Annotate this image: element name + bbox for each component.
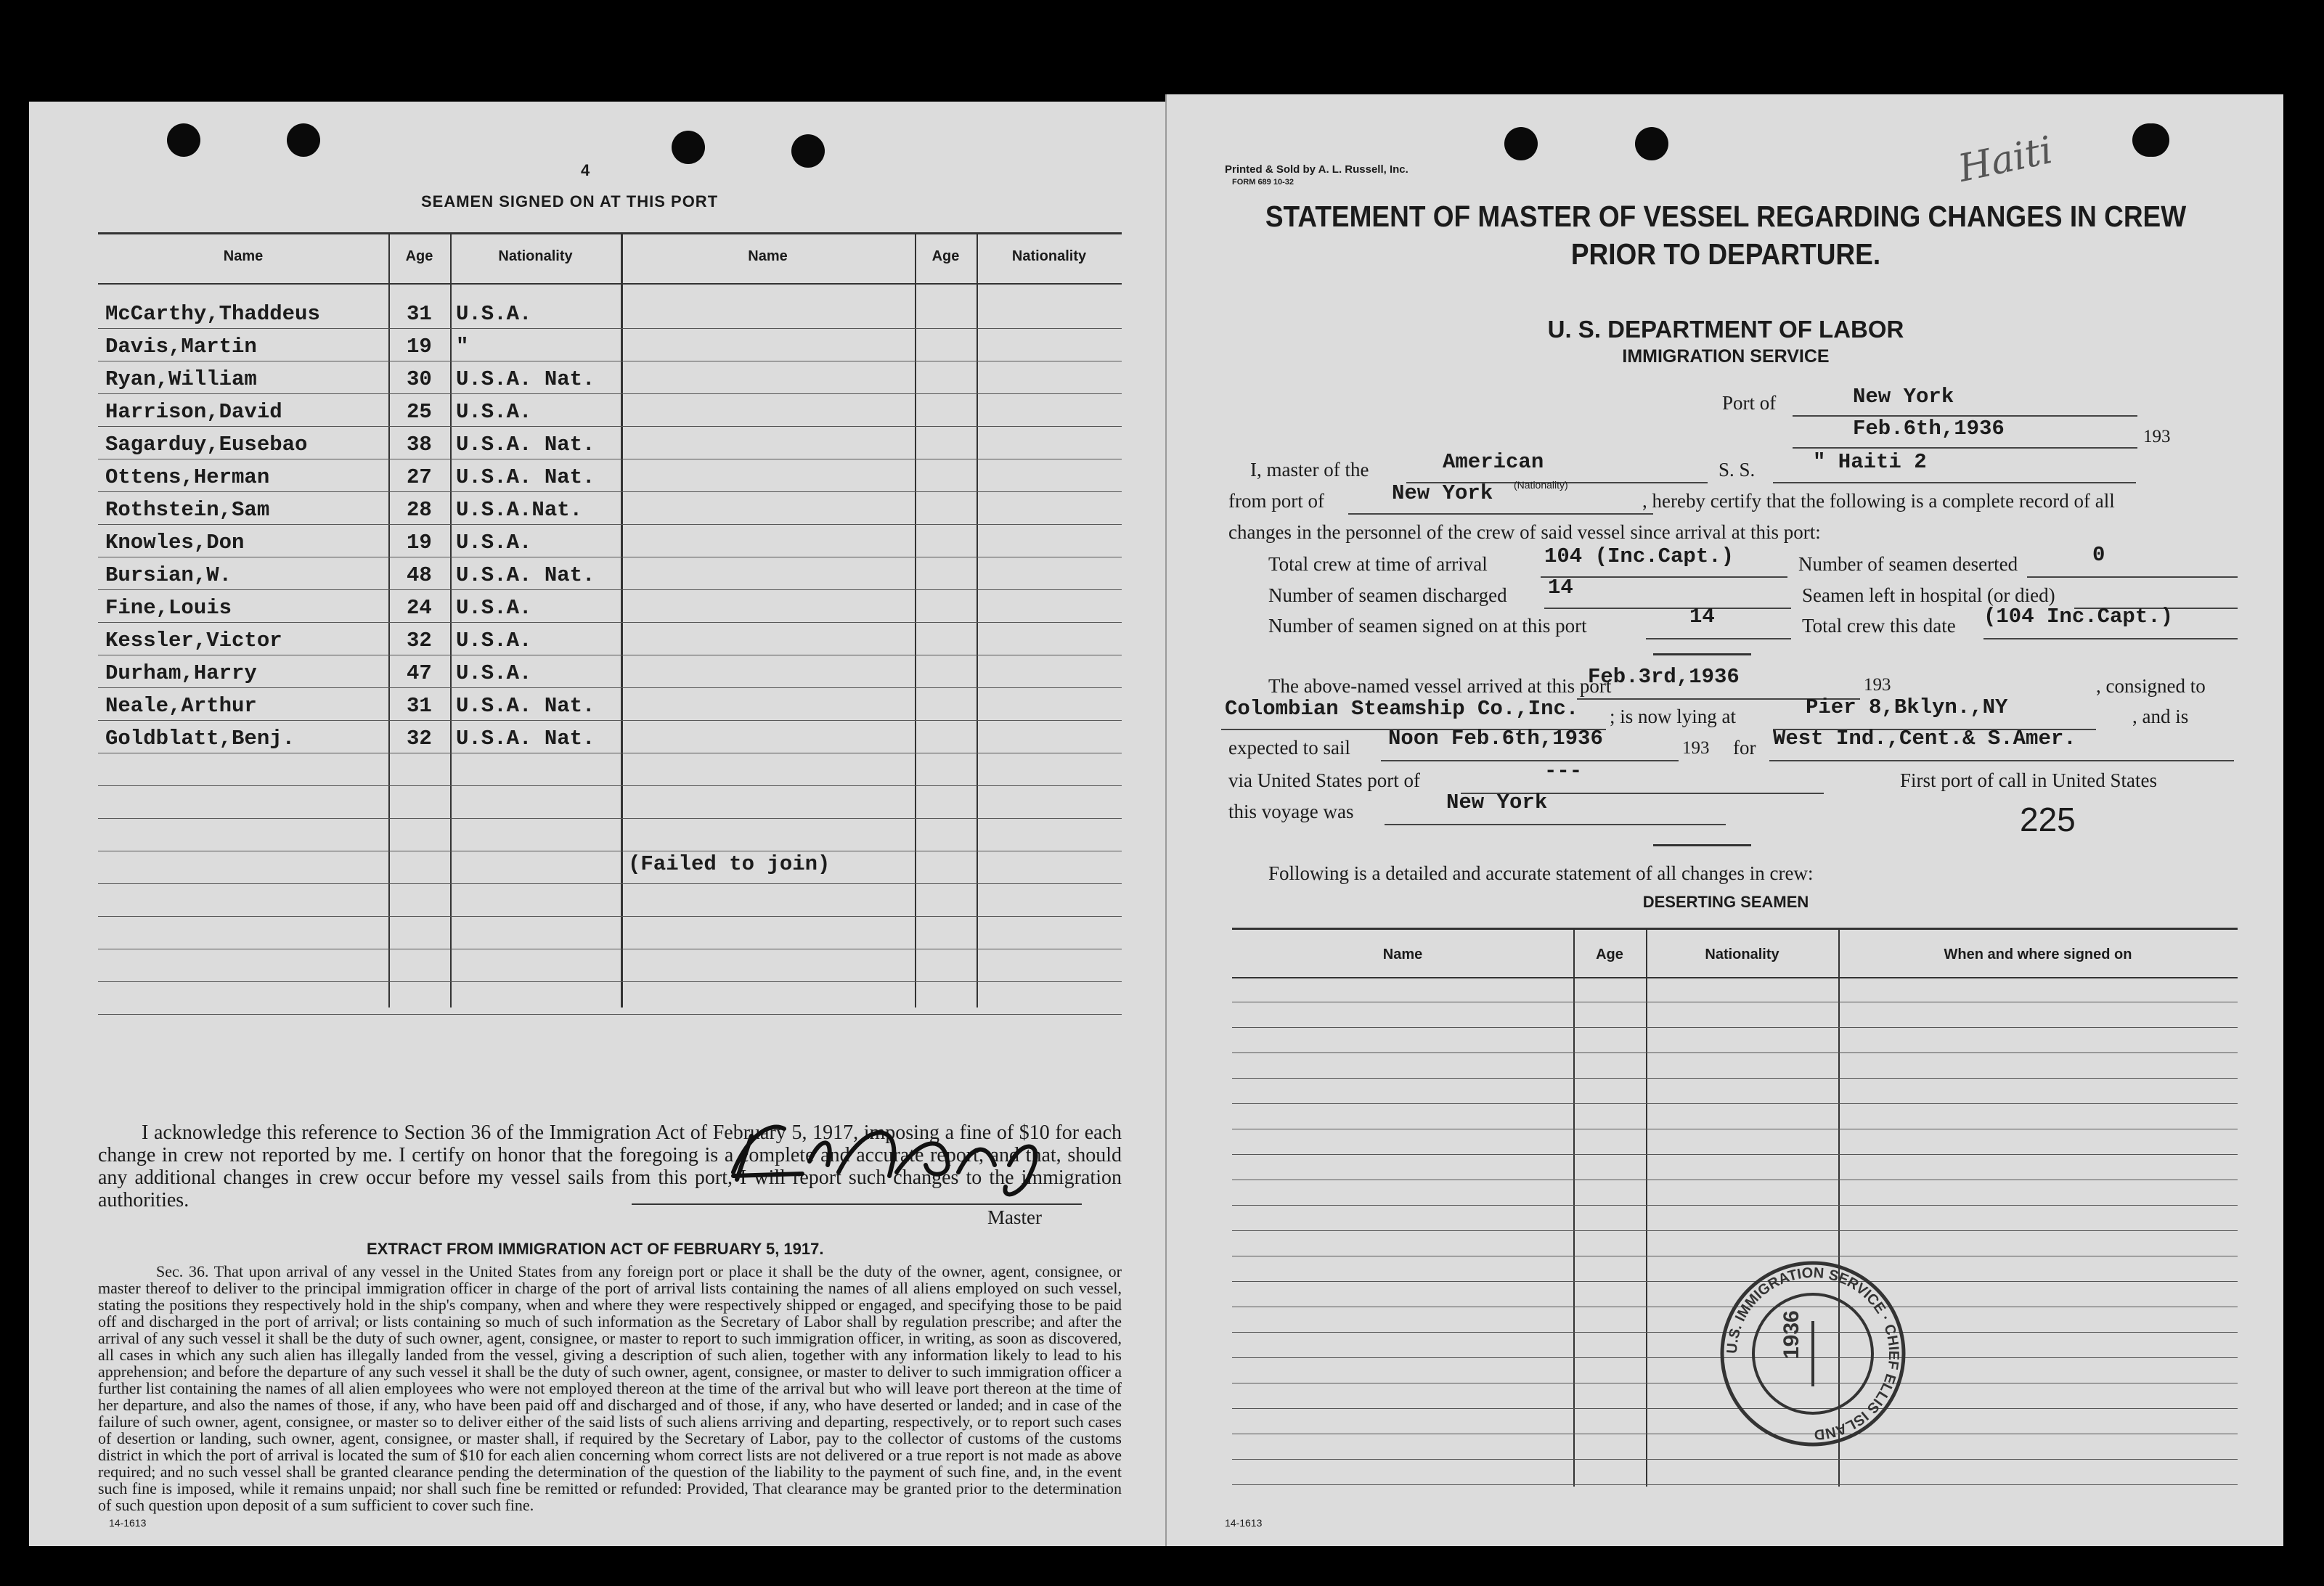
table-row (1232, 1230, 2238, 1231)
crew-age: 38 (407, 433, 432, 457)
col-name-2: Name (748, 248, 788, 264)
page-number: 4 (581, 161, 590, 179)
crew-nationality: U.S.A. Nat. (456, 727, 595, 751)
for-value: West Ind.,Cent.& S.Amer. (1773, 727, 2076, 751)
acknowledgement-text: I acknowledge this reference to Section 36 of the Immigration Act of February 5, 1917, imposing a fine of $10 for each change in crew not reported by me. I certify on honor that the foregoing is a complete and accurate report, and that, should any additional changes in crew occur before my vessel sails from this port, I will report such changes to the immigration authorities. (98, 1121, 1122, 1211)
nationality-value: American (1443, 450, 1544, 474)
arrived-value: Feb.3rd,1936 (1588, 665, 1740, 689)
crew-name: Durham,Harry (105, 661, 257, 685)
via-label: via United States port of (1228, 769, 1420, 791)
crew-age: 31 (407, 302, 432, 326)
sail-label: expected to sail (1228, 737, 1350, 759)
table-row (98, 525, 1122, 560)
col-age-2: Age (931, 248, 960, 264)
for-label: for (1733, 737, 1756, 759)
master-label: Master (987, 1206, 1042, 1228)
signed-on-field (1646, 613, 1791, 639)
signed-on-label: Number of seamen signed on at this port (1268, 615, 1587, 637)
crew-nationality: U.S.A. Nat. (456, 694, 595, 718)
punch-hole (167, 123, 200, 157)
sail-value: Noon Feb.6th,1936 (1388, 727, 1603, 751)
form-number: FORM 689 10-32 (1232, 178, 1294, 187)
crew-name: Rothstein,Sam (105, 498, 270, 522)
form-title: STATEMENT OF MASTER OF VESSEL REGARDING CHANGES IN CREW (1265, 200, 2187, 233)
crew-name: Davis,Martin (105, 335, 257, 359)
right-page (1165, 94, 2283, 1546)
crew-nationality: " (456, 335, 469, 359)
voyage-field (1385, 799, 1726, 825)
crew-age: 47 (407, 661, 432, 685)
total-crew-date-label: Total crew this date (1802, 615, 1956, 637)
crew-nationality: U.S.A. (456, 531, 532, 555)
via-value: --- (1544, 759, 1583, 783)
crew-age: 24 (407, 596, 432, 620)
table-row (1232, 1027, 2238, 1028)
punch-hole (1504, 127, 1538, 160)
crew-age: 30 (407, 367, 432, 391)
table-row (98, 557, 1122, 592)
failed-to-join-note: (Failed to join) (628, 852, 831, 876)
ss-value: " Haiti 2 (1813, 450, 1927, 474)
punch-hole (672, 131, 705, 164)
crew-nationality: U.S.A. (456, 596, 532, 620)
table-row (98, 427, 1122, 462)
crew-name: Knowles,Don (105, 531, 245, 555)
punch-hole (791, 134, 825, 168)
lying-value: Pier 8,Bklyn.,NY (1806, 695, 2008, 719)
crew-nationality: U.S.A. Nat. (456, 433, 595, 457)
table-row (1232, 1154, 2238, 1155)
crew-name: Fine,Louis (105, 596, 232, 620)
handwritten-haiti: Haiti (1954, 128, 2057, 191)
deserting-heading: DESERTING SEAMEN (1642, 893, 1809, 911)
stamp-ring-text: U.S. IMMIGRATION SERVICE · CHIEF ELLIS ISLAND (1724, 1264, 1902, 1443)
year-suffix: 193 (2143, 427, 2171, 446)
crew-nationality: U.S.A. Nat. (456, 563, 595, 587)
desert-col-name: Name (1382, 947, 1423, 962)
table-row (98, 590, 1122, 625)
table-row (98, 361, 1122, 396)
voyage-label: this voyage was (1228, 801, 1354, 822)
crew-name: Sagarduy,Eusebao (105, 433, 308, 457)
crew-age: 28 (407, 498, 432, 522)
table-heading: SEAMEN SIGNED ON AT THIS PORT (421, 192, 719, 210)
form-code: 14-1613 (109, 1517, 147, 1529)
consignee-value: Colombian Steamship Co.,Inc. (1225, 697, 1579, 721)
hospital-label: Seamen left in hospital (or died) (1802, 584, 2055, 606)
crew-age: 27 (407, 465, 432, 489)
port-of-field (1793, 391, 2137, 417)
printer-line: Printed & Sold by A. L. Russell, Inc. (1225, 163, 1408, 176)
table-row (98, 329, 1122, 364)
service-name: IMMIGRATION SERVICE (1622, 346, 1830, 367)
port-of-label: Port of (1722, 392, 1777, 414)
table-row (98, 459, 1122, 494)
col-age: Age (405, 248, 433, 264)
extract-text: Sec. 36. That upon arrival of any vessel in the United States from any foreign port or place it shall be the duty of the owner, agent, consignee, or master thereof to deliver to the principal immigration officer in charge of the port of arrival lists containing the names of all aliens employed on such vessel, stating the positions they respectively hold in the ship's company, when and where they were respectively shipped or engaged, and specifying those to be paid off and discharged in the port of arrival; or lists containing so much of such information as the Secretary of Labor shall by regulation prescribe; and after the arrival of any such vessel it shall be the duty of such owner, agent, consignee, or master to report to such immigration officer, in writing, as soon as discovered, all cases in which any such alien has illegally landed from the vessel, giving a description of such alien, together with any information likely to lead to his apprehension; and before the departure of any such vessel it shall be the duty of such owner, agent, consignee, or master to deliver to such immigration officer a further list containing the names of all alien employees who were not employed thereon at the time of the arrival but who will leave port thereon at the time of her departure, and also the names of those, if any, who have been paid off and discharged and of those, if any, who have deserted or landed; and in case of the failure of such owner, agent, consignee, or master so to deliver either of the said lists of such aliens arriving and departing, respectively, or to report such cases of desertion or landing, such owner, agent, consignee, or master shall, if required by the Secretary of Labor, pay to the collector of customs of the customs district in which the port of arrival is located the sum of $10 for each alien concerning whom correct lists are not delivered or a true report is not made as above required; and no such vessel shall be granted clearance pending the determination of the question of the liability to the payment of such fine, and, in the event such fine is imposed, while it remains unpaid; nor shall such fine be remitted or refunded: Provided, That clearance may be granted prior to the determination of such question upon deposit of a sum sufficient to cover such fine. (98, 1262, 1122, 1514)
crew-name: Neale,Arthur (105, 694, 257, 718)
table-row (98, 884, 1122, 919)
stamp-date: 1936 (1779, 1310, 1803, 1359)
discharged-label: Number of seamen discharged (1268, 584, 1507, 606)
table-row (98, 949, 1122, 984)
crew-name: McCarthy,Thaddeus (105, 302, 320, 326)
crew-nationality: U.S.A. Nat. (456, 465, 595, 489)
crew-name: Ryan,William (105, 367, 257, 391)
first-port-label: First port of call in United States (1900, 769, 2157, 791)
crew-age: 19 (407, 531, 432, 555)
ss-label: S. S. (1718, 459, 1756, 481)
col-name: Name (223, 248, 264, 264)
master-of-label: I, master of the (1250, 459, 1369, 481)
consigned-label: , consigned to (2096, 675, 2206, 697)
port-of-value: New York (1853, 385, 1954, 409)
discharged-field (1544, 583, 1791, 609)
left-page (29, 102, 1165, 1546)
total-crew-arrival-value: 104 (Inc.Capt.) (1544, 544, 1734, 568)
voyage-value: New York (1446, 790, 1548, 814)
handwritten-number: 225 (2020, 801, 2076, 838)
desert-col-when-where: When and where signed on (1944, 947, 2132, 962)
lying-label: ; is now lying at (1610, 706, 1736, 727)
table-row (98, 623, 1122, 658)
table-row (1232, 1205, 2238, 1206)
table-row (98, 296, 1122, 331)
year-suffix-2: 193 (1864, 675, 1891, 695)
table-row (1232, 1052, 2238, 1053)
deserted-label: Number of seamen deserted (1798, 553, 2018, 575)
year-suffix-3: 193 (1682, 738, 1710, 758)
col-nationality-2: Nationality (1011, 248, 1087, 264)
and-is-label: , and is (2132, 706, 2189, 727)
from-port-value: New York (1392, 481, 1493, 505)
desert-col-age: Age (1596, 947, 1623, 962)
form-code-right: 14-1613 (1225, 1517, 1263, 1529)
punch-hole (2132, 123, 2166, 157)
crew-name: Bursian,W. (105, 563, 232, 587)
table-row (98, 688, 1122, 723)
crew-name: Harrison,David (105, 400, 282, 424)
signed-on-value: 14 (1689, 605, 1715, 629)
crew-nationality: U.S.A. (456, 400, 532, 424)
crew-age: 31 (407, 694, 432, 718)
crew-nationality: U.S.A. (456, 302, 532, 326)
seamen-signed-on-table (98, 232, 1122, 1100)
changes-text: changes in the personnel of the crew of said vessel since arrival at this port: (1228, 521, 1821, 543)
table-row (98, 492, 1122, 527)
nationality-caption: (Nationality) (1514, 479, 1568, 491)
crew-nationality: U.S.A.Nat. (456, 498, 583, 522)
crew-name: Ottens,Herman (105, 465, 270, 489)
col-nationality: Nationality (498, 248, 573, 264)
crew-nationality: U.S.A. Nat. (456, 367, 595, 391)
date-value: Feb.6th,1936 (1853, 417, 2005, 441)
table-row (98, 819, 1122, 854)
desert-col-nationality: Nationality (1705, 947, 1779, 962)
crew-age: 32 (407, 629, 432, 653)
table-row (98, 982, 1122, 1017)
crew-age: 19 (407, 335, 432, 359)
punch-hole (287, 123, 320, 157)
certify-text: , hereby certify that the following is a complete record of all (1642, 490, 2115, 512)
crew-nationality: U.S.A. (456, 629, 532, 653)
table-row (1232, 1459, 2238, 1460)
table-row (98, 721, 1122, 756)
table-row (98, 851, 1122, 886)
table-row (98, 655, 1122, 690)
form-title-2: PRIOR TO DEPARTURE. (1570, 237, 1881, 271)
table-row (1232, 1484, 2238, 1485)
crew-age: 48 (407, 563, 432, 587)
table-row (98, 786, 1122, 821)
from-port-label: from port of (1228, 490, 1324, 512)
deserted-field (2027, 552, 2238, 578)
arrived-label: The above-named vessel arrived at this port (1268, 675, 1612, 697)
table-row (98, 917, 1122, 952)
table-row (98, 394, 1122, 429)
deserted-value: 0 (2092, 543, 2105, 567)
master-signature (682, 1092, 1089, 1209)
department-name: U. S. DEPARTMENT OF LABOR (1547, 316, 1904, 343)
following-text: Following is a detailed and accurate statement of all changes in crew: (1268, 862, 1814, 884)
table-row (1232, 1078, 2238, 1079)
immigration-stamp (1708, 1248, 1918, 1459)
extract-heading: EXTRACT FROM IMMIGRATION ACT OF FEBRUARY 5, 1917. (367, 1240, 824, 1258)
crew-age: 25 (407, 400, 432, 424)
total-crew-date-value: (104 Inc.Capt.) (1983, 605, 2174, 629)
crew-name: Goldblatt,Benj. (105, 727, 295, 751)
crew-age: 32 (407, 727, 432, 751)
crew-nationality: U.S.A. (456, 661, 532, 685)
table-row (1232, 1103, 2238, 1104)
punch-hole (1635, 127, 1668, 160)
discharged-value: 14 (1548, 576, 1573, 600)
total-crew-arrival-label: Total crew at time of arrival (1268, 553, 1488, 575)
table-row (98, 753, 1122, 788)
crew-name: Kessler,Victor (105, 629, 282, 653)
